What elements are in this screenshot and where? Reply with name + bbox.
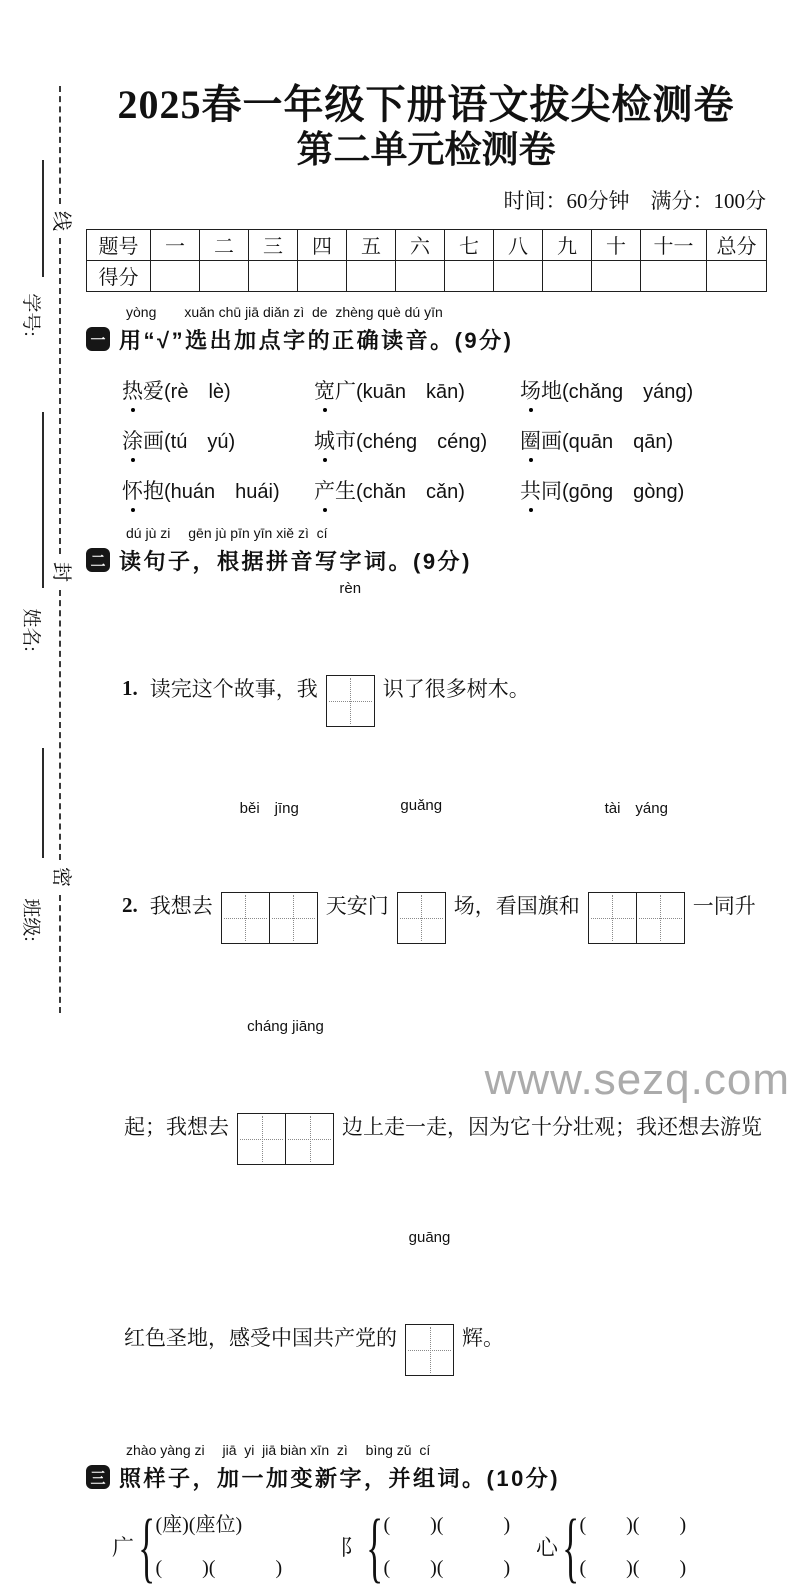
seal-dashed-line bbox=[59, 590, 61, 860]
writing-cell[interactable] bbox=[269, 893, 317, 943]
writing-box[interactable] bbox=[405, 1228, 454, 1426]
question-1-badge: 一 bbox=[86, 327, 110, 351]
score-cell[interactable] bbox=[494, 260, 543, 291]
writing-cell[interactable] bbox=[327, 676, 374, 726]
sentence-2-continued-2 bbox=[124, 1227, 766, 1426]
writing-box[interactable] bbox=[221, 799, 318, 994]
sentence-text: 起；我想去 bbox=[124, 1115, 229, 1140]
score-header-cell: 九 bbox=[543, 229, 592, 260]
sentence-2-continued bbox=[124, 1016, 766, 1215]
sentence-text: 场，看国旗和 bbox=[453, 894, 580, 919]
student-id-blank-line[interactable] bbox=[42, 160, 44, 277]
class-blank-line[interactable] bbox=[42, 748, 44, 858]
writing-box[interactable] bbox=[588, 799, 685, 994]
exam-content bbox=[86, 70, 766, 1590]
score-header-cell: 五 bbox=[347, 229, 396, 260]
score-header-cell: 一 bbox=[151, 229, 200, 260]
seal-char-feng: 封 bbox=[50, 562, 72, 582]
question-3-badge: 三 bbox=[86, 1465, 110, 1489]
writing-cell[interactable] bbox=[636, 893, 684, 943]
seal-dashed-line bbox=[59, 895, 61, 1013]
score-header-cell: 十一 bbox=[641, 229, 707, 260]
brace-glyph: { bbox=[138, 1502, 156, 1590]
page-subtitle: 第二单元检测卷 bbox=[296, 130, 556, 171]
pinyin-hint: tài yáng bbox=[604, 799, 668, 817]
score-header-cell: 八 bbox=[494, 229, 543, 260]
writing-cell[interactable] bbox=[285, 1114, 333, 1164]
sentence-1 bbox=[122, 578, 766, 777]
score-table bbox=[86, 229, 767, 292]
question-2-pinyin: dú jù zi gēn jù pīn yīn xiě zì cí bbox=[126, 524, 328, 541]
question-3-groups bbox=[112, 1502, 766, 1590]
answer-blank[interactable]: ( )( ) bbox=[155, 1557, 283, 1580]
score-header-cell: 六 bbox=[396, 229, 445, 260]
sentence-number: 2. bbox=[122, 892, 138, 917]
answer-blank[interactable]: ( )( ) bbox=[579, 1514, 687, 1537]
pinyin-hint: cháng jiāng bbox=[247, 1017, 324, 1035]
word-option[interactable]: 城市(chéng céng) bbox=[314, 425, 520, 455]
sentence-text: 天安门 bbox=[325, 894, 389, 919]
score-cell[interactable] bbox=[543, 260, 592, 291]
brace-glyph: { bbox=[562, 1502, 580, 1590]
name-blank-line[interactable] bbox=[42, 412, 44, 588]
class-label: 班级: bbox=[20, 898, 41, 942]
seal-char-mi: 密 bbox=[50, 867, 72, 887]
pinyin-hint: běi jīng bbox=[239, 799, 299, 817]
word-option[interactable]: 涂画(tú yú) bbox=[122, 425, 314, 455]
sentence-number: 1. bbox=[122, 675, 138, 700]
score-cell[interactable] bbox=[396, 260, 445, 291]
score-table-header-row bbox=[87, 229, 767, 260]
score-cell[interactable] bbox=[249, 260, 298, 291]
radical-char: 心 bbox=[536, 1535, 559, 1561]
score-cell[interactable] bbox=[592, 260, 641, 291]
word-option[interactable]: 怀抱(huán huái) bbox=[122, 475, 314, 505]
watermark: www.sezq.com bbox=[484, 1055, 790, 1104]
sentence-text: 读完这个故事，我 bbox=[149, 677, 318, 702]
question-2-heading bbox=[86, 523, 766, 576]
student-id-label: 学号: bbox=[20, 293, 41, 337]
score-header-cell: 十 bbox=[592, 229, 641, 260]
radical-group bbox=[340, 1502, 536, 1590]
score-header-cell: 总分 bbox=[707, 229, 767, 260]
question-1-heading bbox=[86, 302, 766, 355]
writing-cell[interactable] bbox=[589, 893, 636, 943]
exam-meta: 时间：60分钟 满分：100分 bbox=[503, 188, 766, 213]
question-3-title: 照样子，加一加变新字，并组词。(10分) bbox=[119, 1465, 561, 1491]
seal-dashed-line bbox=[59, 238, 61, 554]
sentence-text: 边上走一走，因为它十分壮观；我还想去游览 bbox=[342, 1115, 762, 1140]
score-header-cell: 三 bbox=[249, 229, 298, 260]
word-option[interactable]: 热爱(rè lè) bbox=[122, 375, 314, 405]
seal-char-xian: 线 bbox=[50, 211, 72, 231]
pinyin-hint: rèn bbox=[339, 579, 362, 597]
score-cell[interactable] bbox=[200, 260, 249, 291]
question-1-title: 用“√”选出加点字的正确读音。(9分) bbox=[119, 327, 514, 353]
sentence-text: 一同升 bbox=[692, 894, 756, 919]
writing-cell[interactable] bbox=[222, 893, 269, 943]
radical-group bbox=[112, 1502, 340, 1590]
word-option[interactable]: 圈画(quān qān) bbox=[520, 425, 766, 455]
word-option[interactable]: 共同(gōng gòng) bbox=[520, 475, 766, 505]
writing-box[interactable] bbox=[237, 1017, 334, 1215]
score-header-cell: 二 bbox=[200, 229, 249, 260]
word-option[interactable]: 场地(chǎng yáng) bbox=[520, 375, 766, 405]
score-header-cell: 四 bbox=[298, 229, 347, 260]
sentence-text: 我想去 bbox=[149, 894, 213, 919]
writing-cell[interactable] bbox=[398, 893, 445, 943]
question-1-pinyin: yòng xuǎn chū jiā diǎn zì de zhèng què dú yīn bbox=[126, 303, 443, 320]
answer-blank[interactable]: ( )( ) bbox=[383, 1514, 511, 1537]
word-option[interactable]: 产生(chǎn cǎn) bbox=[314, 475, 520, 505]
word-option[interactable]: 宽广(kuān kān) bbox=[314, 375, 520, 405]
radical-char: 广 bbox=[112, 1535, 135, 1561]
pinyin-hint: guǎng bbox=[400, 796, 443, 814]
pinyin-hint: guāng bbox=[408, 1228, 451, 1246]
score-row-label: 得分 bbox=[87, 260, 151, 291]
score-table-score-row bbox=[87, 260, 767, 291]
score-cell[interactable] bbox=[445, 260, 494, 291]
radical-char: 阝 bbox=[340, 1535, 363, 1561]
question-1-options bbox=[122, 375, 766, 505]
seal-dashed-line bbox=[59, 86, 61, 204]
writing-cell[interactable] bbox=[238, 1114, 285, 1164]
answer-blank[interactable]: ( )( ) bbox=[383, 1557, 511, 1580]
sentence-text: 识了很多树木。 bbox=[382, 677, 530, 702]
score-cell[interactable] bbox=[641, 260, 707, 291]
sentence-2 bbox=[122, 795, 766, 994]
writing-cell[interactable] bbox=[406, 1325, 453, 1375]
example-answer: (座)(座位) bbox=[155, 1514, 243, 1537]
score-cell[interactable] bbox=[151, 260, 200, 291]
writing-box[interactable] bbox=[397, 796, 446, 994]
radical-group bbox=[536, 1502, 687, 1590]
sentence-text: 红色圣地，感受中国共产党的 bbox=[124, 1326, 397, 1351]
score-cell[interactable] bbox=[347, 260, 396, 291]
question-2-badge: 二 bbox=[86, 548, 110, 572]
score-cell[interactable] bbox=[707, 260, 767, 291]
question-3-heading bbox=[86, 1440, 766, 1493]
answer-blank[interactable]: ( )( ) bbox=[579, 1557, 687, 1580]
writing-box[interactable] bbox=[326, 579, 375, 777]
brace-glyph: { bbox=[366, 1502, 384, 1590]
score-cell[interactable] bbox=[298, 260, 347, 291]
score-header-cell: 题号 bbox=[87, 229, 151, 260]
name-label: 姓名: bbox=[20, 608, 41, 652]
page-title: 2025春一年级下册语文拔尖检测卷 bbox=[117, 82, 735, 127]
sentence-text: 辉。 bbox=[462, 1326, 504, 1351]
question-2-title: 读句子，根据拼音写字词。(9分) bbox=[119, 548, 472, 574]
question-3-pinyin: zhào yàng zi jiā yi jiā biàn xīn zì bìng zǔ cí bbox=[126, 1441, 431, 1458]
score-header-cell: 七 bbox=[445, 229, 494, 260]
